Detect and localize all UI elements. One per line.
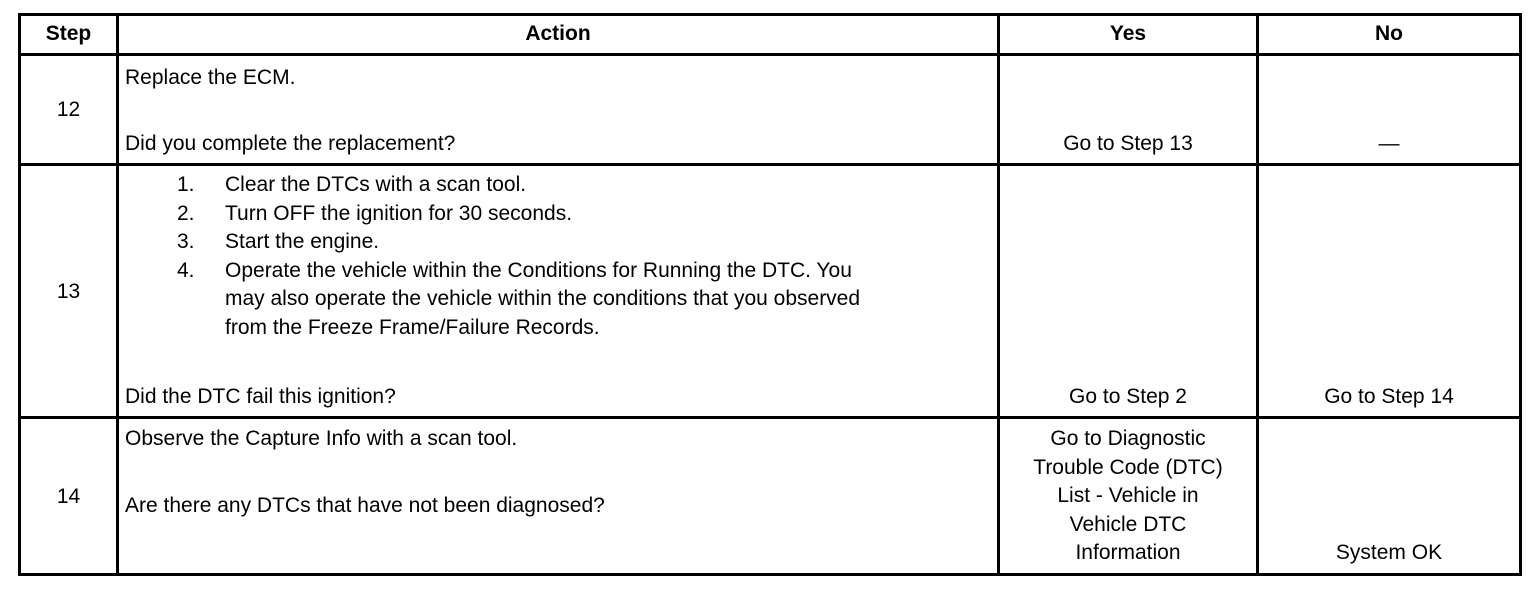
row-divider <box>18 163 1522 166</box>
header-yes: Yes <box>1109 22 1147 45</box>
row-divider <box>18 416 1522 419</box>
column-divider <box>116 13 119 576</box>
step-number: 13 <box>56 280 81 303</box>
action-steps-list <box>125 171 860 342</box>
list-item: 2. Turn OFF the ignition for 30 seconds. <box>177 201 573 225</box>
action-question: Did the DTC fail this ignition? <box>125 385 396 408</box>
step-number: 12 <box>56 98 81 121</box>
action-instruction: Observe the Capture Info with a scan tool. <box>125 427 518 450</box>
list-item: 3. Start the engine. <box>177 230 380 253</box>
no-result: Go to Step 14 <box>1324 385 1454 408</box>
header-step: Step <box>45 22 92 45</box>
header-action: Action <box>525 22 591 45</box>
column-divider <box>1256 13 1259 576</box>
no-result: System OK <box>1335 541 1443 564</box>
action-instruction: Replace the ECM. <box>125 66 296 89</box>
row-divider <box>18 53 1522 56</box>
diagnostic-table <box>18 13 1522 576</box>
action-question: Are there any DTCs that have not been diagnosed? <box>125 494 605 517</box>
list-item: 1. Clear the DTCs with a scan tool. <box>177 173 527 196</box>
yes-result: Go to Step 2 <box>1069 385 1187 408</box>
no-result: — <box>1378 132 1400 155</box>
action-question: Did you complete the replacement? <box>125 132 456 155</box>
yes-result: Go to Step 13 <box>1063 132 1193 155</box>
header-no: No <box>1375 22 1403 45</box>
yes-result: Go to Diagnostic Trouble Code (DTC) List - Vehicle in Vehicle DTC Information <box>1033 427 1223 564</box>
list-item: 4. Operate the vehicle within the Conditions for Running the DTC. You may also operate the vehicle within the conditions that you observed from the Freeze Frame/Failure Records. <box>177 258 861 339</box>
step-number: 14 <box>56 485 81 508</box>
